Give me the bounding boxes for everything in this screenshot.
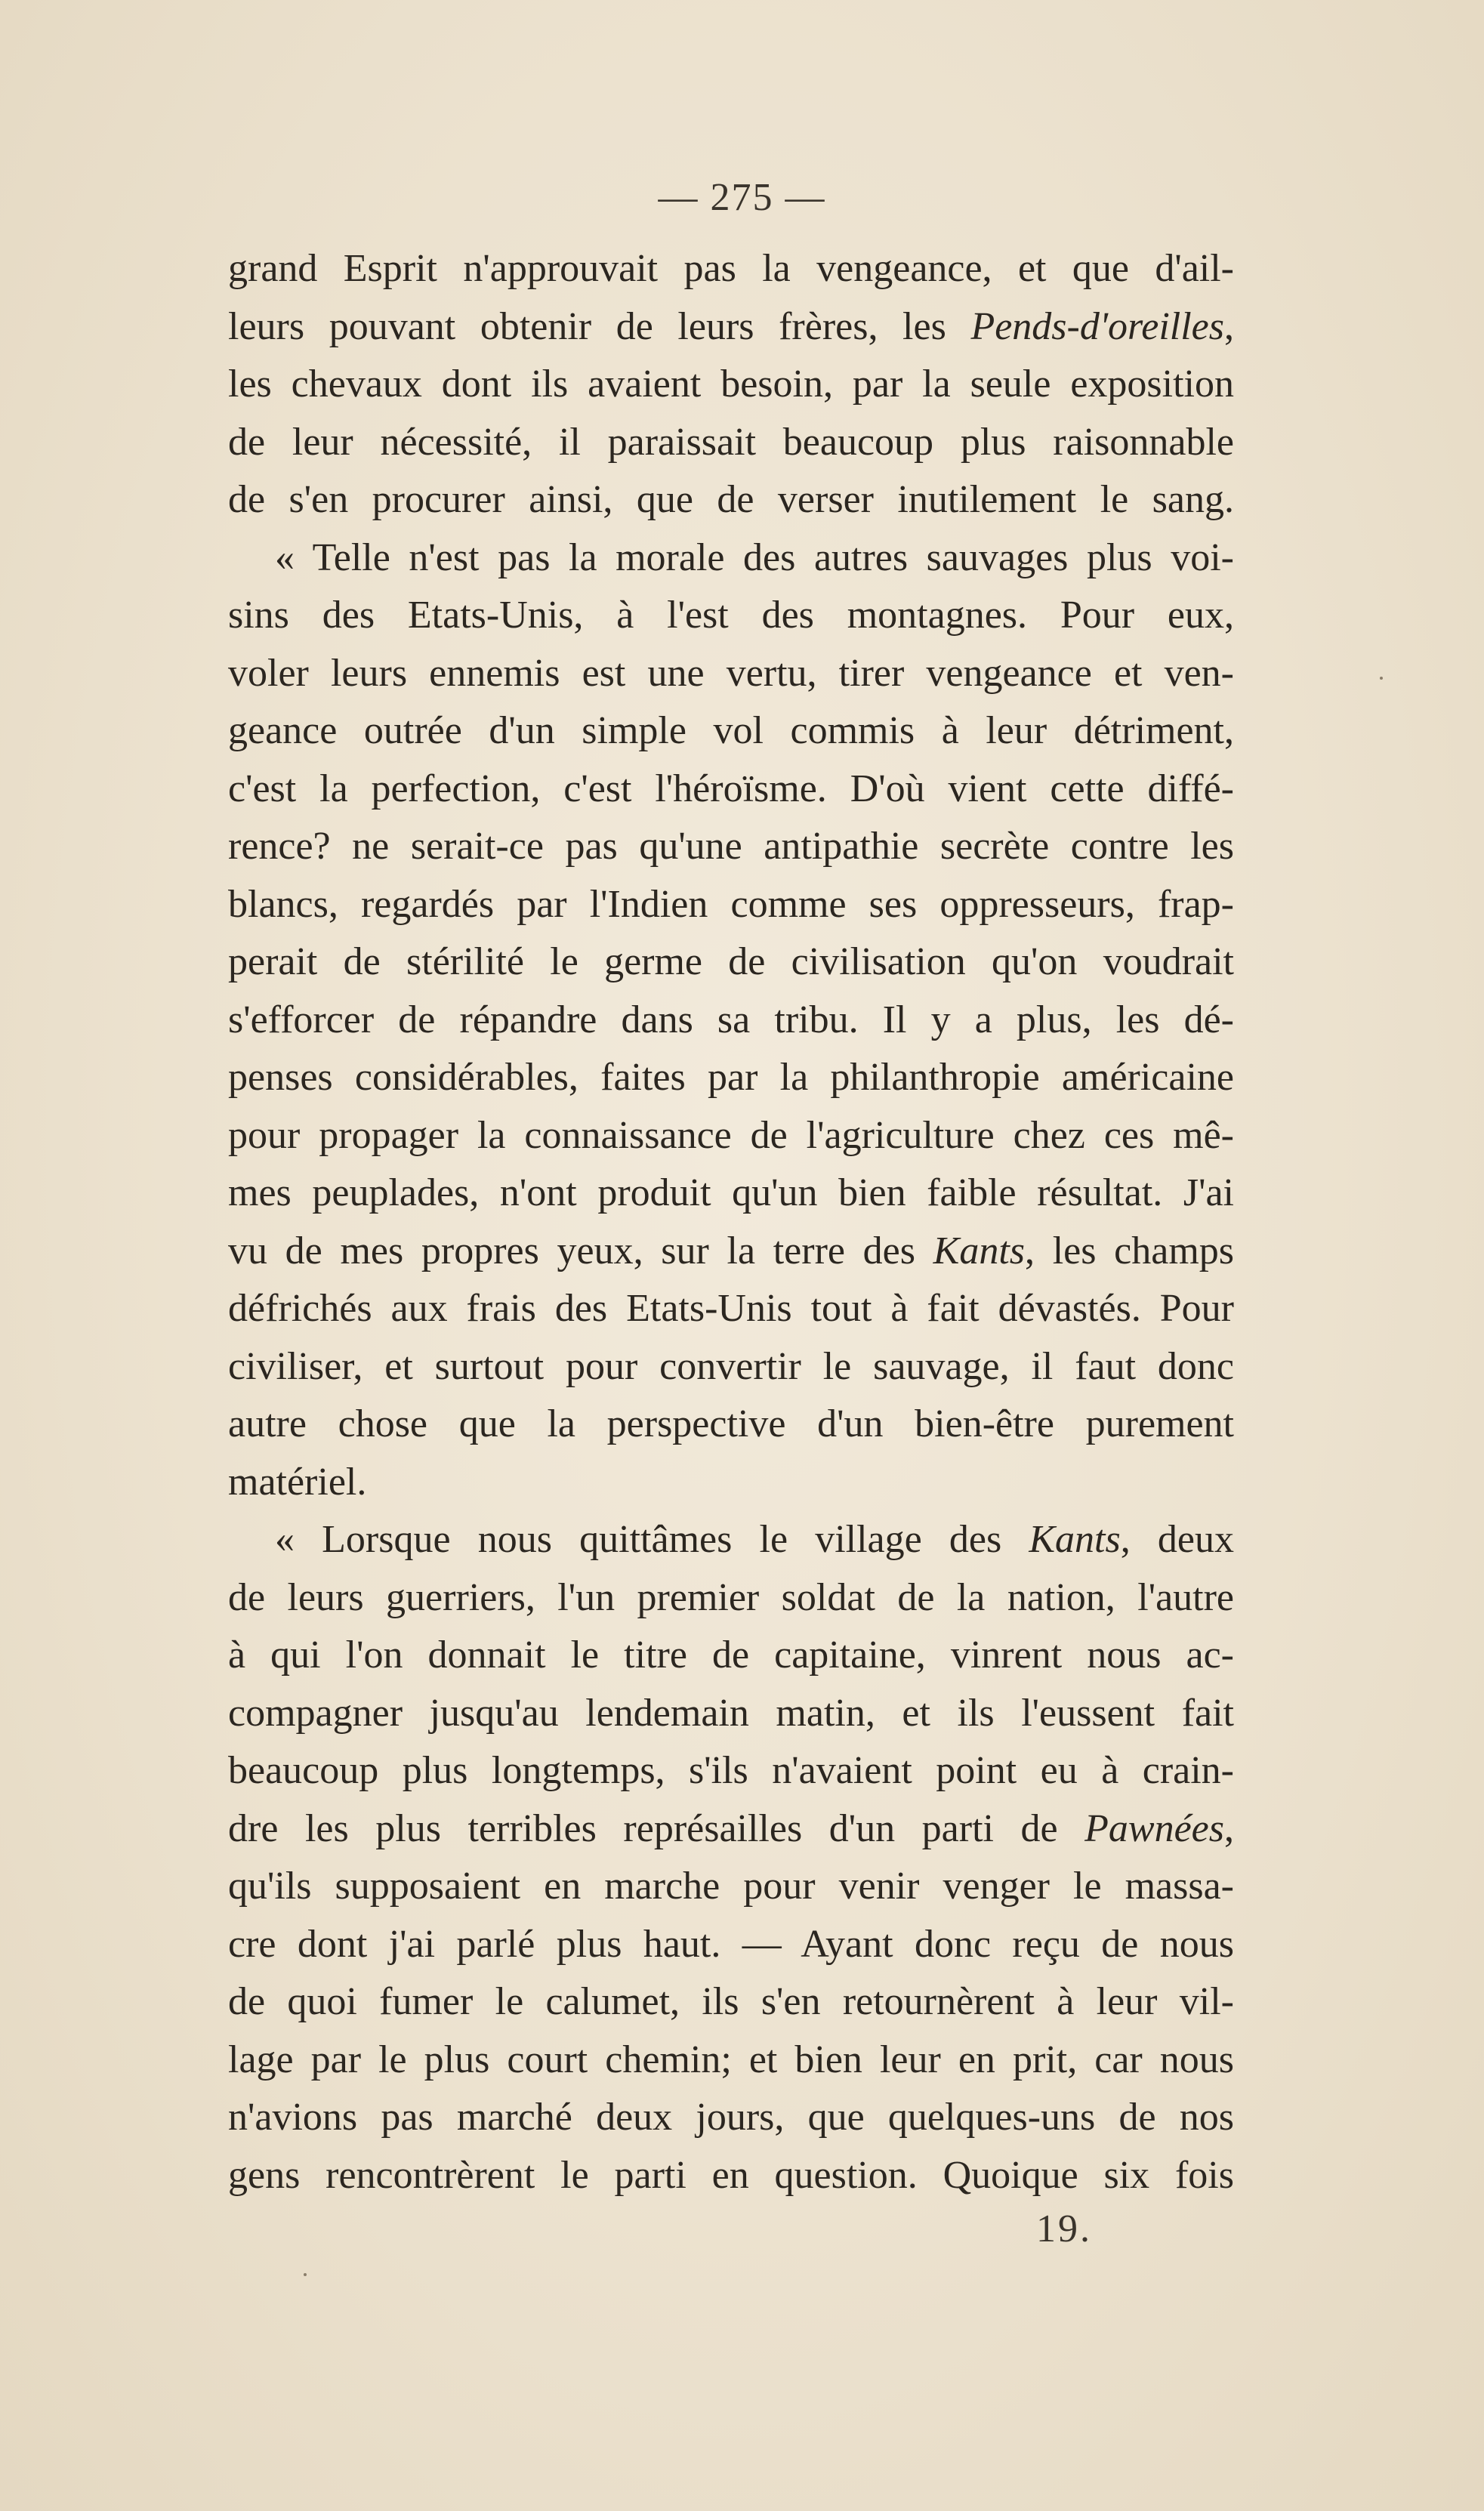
text-line [228, 1800, 1234, 1859]
text-line [228, 818, 1234, 876]
text-line [228, 587, 1234, 645]
text-segment: c'est la perfection, c'est l'héroïsme. D'où vient cette diffé- [228, 767, 1234, 810]
text-segment: les chevaux dont ils avaient besoin, par la seule exposition [228, 362, 1234, 406]
text-line [228, 702, 1234, 760]
text-line [228, 1973, 1234, 2031]
paper-speck [1380, 677, 1383, 680]
text-segment: , les champs [1025, 1229, 1234, 1272]
text-segment: geance outrée d'un simple vol commis à leur détriment, [228, 709, 1234, 752]
text-line [228, 1858, 1234, 1916]
body-text [228, 240, 1234, 2204]
text-line [228, 414, 1234, 472]
text-line [228, 1569, 1234, 1627]
text-line [228, 1396, 1234, 1454]
text-line [228, 1107, 1234, 1165]
text-segment: mes peuplades, n'ont produit qu'un bien faible résultat. J'ai [228, 1171, 1234, 1214]
text-segment: voler leurs ennemis est une vertu, tirer vengeance et ven- [228, 651, 1234, 695]
text-line [228, 1742, 1234, 1800]
text-segment: , deux [1120, 1518, 1234, 1561]
text-line [228, 240, 1234, 298]
text-segment: s'efforcer de répandre dans sa tribu. Il y a plus, les dé- [228, 998, 1234, 1041]
text-line [228, 2089, 1234, 2147]
text-line [228, 471, 1234, 529]
text-line [228, 645, 1234, 703]
text-segment: grand Esprit n'approuvait pas la vengeance, et que d'ail- [228, 247, 1234, 290]
text-segment: vu de mes propres yeux, sur la terre des [228, 1229, 933, 1272]
text-line [228, 992, 1234, 1050]
text-segment: leurs pouvant obtenir de leurs frères, les [228, 304, 971, 348]
text-line [228, 1511, 1234, 1569]
text-line [228, 1164, 1234, 1223]
text-segment: , [1224, 1806, 1234, 1850]
text-segment: dre les plus terribles représailles d'un parti de [228, 1806, 1085, 1850]
text-segment: gens rencontrèrent le parti en question. Quoique six fois [228, 2153, 1234, 2197]
text-line [228, 1049, 1234, 1107]
text-segment: matériel. [228, 1460, 367, 1504]
text-segment: n'avions pas marché deux jours, que quelques-uns de nos [228, 2096, 1234, 2139]
text-segment: lage par le plus court chemin; et bien leur en prit, car nous [228, 2037, 1234, 2081]
text-segment: autre chose que la perspective d'un bien-être purement [228, 1402, 1234, 1445]
italic-term: Kants [933, 1229, 1026, 1272]
text-segment: de s'en procurer ainsi, que de verser inutilement le sang. [228, 478, 1234, 521]
paper-speck [304, 2273, 307, 2276]
text-segment: de leur nécessité, il paraissait beaucoup plus raisonnable [228, 420, 1234, 464]
text-segment: perait de stérilité le germe de civilisation qu'on voudrait [228, 940, 1234, 983]
text-segment: à qui l'on donnait le titre de capitaine, vinrent nous ac- [228, 1633, 1234, 1677]
page-number: — 275 — [658, 176, 826, 219]
text-line [228, 2147, 1234, 2205]
signature-mark: 19. [1036, 2207, 1092, 2250]
text-segment: beaucoup plus longtemps, s'ils n'avaient point eu à crain- [228, 1749, 1234, 1792]
text-line [228, 1223, 1234, 1281]
text-segment: , [1224, 304, 1234, 348]
text-line [228, 356, 1234, 414]
text-segment: « Lorsque nous quittâmes le village des [275, 1518, 1029, 1561]
text-line [228, 2031, 1234, 2090]
text-segment: de quoi fumer le calumet, ils s'en retournèrent à leur vil- [228, 1980, 1234, 2023]
italic-term: Pends-d'oreilles [970, 304, 1224, 348]
text-line [228, 1338, 1234, 1396]
text-segment: sins des Etats-Unis, à l'est des montagnes. Pour eux, [228, 594, 1234, 637]
text-segment: penses considérables, faites par la philanthropie américaine [228, 1056, 1234, 1099]
text-line [228, 760, 1234, 819]
text-segment: « Telle n'est pas la morale des autres sauvages plus voi- [275, 535, 1234, 579]
italic-term: Pawnées [1084, 1806, 1224, 1850]
text-segment: compagner jusqu'au lendemain matin, et ils l'eussent fait [228, 1691, 1234, 1735]
text-segment: cre dont j'ai parlé plus haut. — Ayant donc reçu de nous [228, 1922, 1234, 1966]
text-line [228, 298, 1234, 356]
text-line [228, 876, 1234, 934]
text-line [228, 1627, 1234, 1685]
text-segment: qu'ils supposaient en marche pour venir venger le massa- [228, 1865, 1234, 1908]
text-line [228, 1454, 1234, 1512]
italic-term: Kants [1029, 1518, 1121, 1561]
text-segment: blancs, regardés par l'Indien comme ses oppresseurs, frap- [228, 882, 1234, 926]
text-line [228, 1685, 1234, 1743]
text-line [228, 1916, 1234, 1974]
text-segment: défrichés aux frais des Etats-Unis tout à fait dévastés. Pour [228, 1287, 1234, 1330]
text-segment: pour propager la connaissance de l'agriculture chez ces mê- [228, 1113, 1234, 1157]
text-line [228, 933, 1234, 992]
text-segment: rence? ne serait-ce pas qu'une antipathie secrète contre les [228, 825, 1234, 868]
text-segment: de leurs guerriers, l'un premier soldat de la nation, l'autre [228, 1575, 1234, 1619]
text-line [228, 529, 1234, 588]
text-segment: civiliser, et surtout pour convertir le sauvage, il faut donc [228, 1344, 1234, 1388]
text-line [228, 1280, 1234, 1338]
